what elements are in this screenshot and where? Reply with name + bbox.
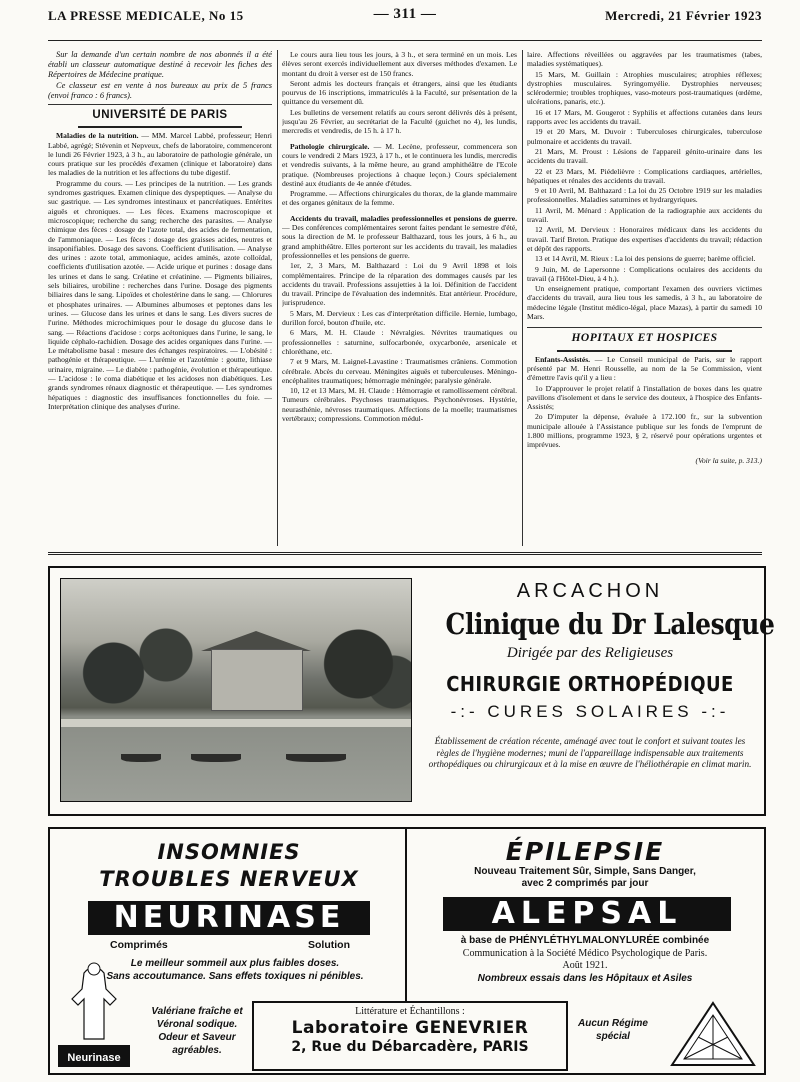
statue-illustration (54, 959, 134, 1069)
paragraph: Seront admis les docteurs français et étrangers, ainsi que les étudiants pourvus de 16 inscriptions, immatriculés à la Faculté, sur présentation de la quittance du versement dû. (282, 78, 517, 107)
section-title-universite: UNIVERSITÉ DE PARIS (92, 109, 228, 121)
paragraph: 15 Mars, M. Guillain : Atrophies musculaires; atrophies réflexes; dystrophies musculaires. Syringomyélie. Dystrophies nerveuses; sclérodermie; troubles trophiques, vaso-moteurs post-traumatiques (œdème, ulcérations, panaris, etc.). (527, 69, 762, 107)
journal-title: LA PRESSE MEDICALE, No 15 (48, 8, 244, 23)
ad-direction: Dirigée par des Religieuses (506, 645, 674, 661)
paragraph: Le cours aura lieu tous les jours, à 3 h., et sera terminé en un mois. Les élèves seront exercés individuellement aux diverses méthodes d'examen. Le montant du droit à verser est de 150 francs. (282, 50, 517, 78)
laboratoire-name: Laboratoire GENEVRIER (291, 1018, 529, 1038)
article-heading: Pathologie chirurgicale. (290, 141, 370, 151)
article-heading: Enfants-Assistés. (535, 354, 591, 364)
article-text: — MM. Marcel Labbé, professeur; Henri Labbé, agrégé; Stévenin et Nepveux, chefs de laboratoire, commenceront le lundi 26 Février 1923, à 3 h., au laboratoire de pathologie générale, un cours pratique sur les procédés d'examen (clinique et laboratoire) dans les maladies de la nutrition et les affections du tube digestif. (48, 131, 272, 178)
neurinase-brand: NEURINASE (88, 901, 370, 935)
neurinase-composition: Valériane fraîche et Véronal sodique. Odeur et Saveur agréables. (151, 1006, 243, 1056)
paragraph: 11 Avril, M. Ménard : Application de la radiographie aux accidents du travail. (527, 205, 762, 225)
article-maladies (48, 131, 272, 177)
continued-link: (Voir la suite, p. 313.) (695, 455, 762, 465)
paragraph: Programme. — Affections chirurgicales du thorax, de la glande mammaire et des organes génitaux de la femme. (282, 189, 517, 208)
form-solution: Solution (308, 939, 350, 951)
article-text: — Des conférences complémentaires seront faites pendant le semestre d'été, sous la direction de M. le professeur Balthazard, tous les jours, à 6 h., au grand amphithéâtre. Elles porteront sur les accidents du travail, les maladies professionnelles et les pensions de guerre. (282, 223, 517, 260)
triangle-logo-icon (670, 1001, 756, 1069)
column-rule (277, 50, 278, 546)
page-number: — 311 — (373, 6, 437, 22)
article-accidents (282, 214, 517, 260)
divider (527, 327, 762, 328)
paragraph: Un enseignement pratique, comportant l'examen des ouvriers victimes d'accidents du travail, aura lieu tous les samedis, à 3 h., au laboratoire de médecine légale (Institut médico-légal, place Mazas), à partir du samedi 10 Mars. (527, 284, 762, 322)
ad-clinique-arcachon (48, 566, 775, 816)
alepsal-headline (415, 837, 755, 890)
ad-divider (405, 829, 407, 1001)
ad-clinique-text (422, 576, 775, 771)
paragraph: laire. Affections réveillées ou aggravées par les traumatismes (tabes, maladies systématiques). (527, 50, 762, 69)
article-text: — M. Lecène, professeur, commencera son cours le vendredi 2 Mars 1923, à 17 h., et le continuera les lundis, mercredis et vendredis suivants, à la même heure, au grand amphithéâtre de l'Ecole pratique. (Nombreuses projections à chaque leçon.) Cours spécialement destiné aux étudiants de 4e année d'études. (282, 141, 517, 188)
communication: Communication à la Société Médico Psychologique de Paris. (462, 947, 708, 959)
ads-separator (48, 552, 762, 555)
laboratoire-address: 2, Rue du Débarcadère, PARIS (291, 1039, 529, 1055)
headline-line: TROUBLES NERVEUX (99, 867, 359, 891)
no-diet-note: Aucun Régime spécial (577, 1018, 648, 1042)
column-3 (527, 50, 762, 550)
ad-clinic-name: Clinique du Dr Lalesque (445, 607, 775, 641)
ad-specialty: CHIRURGIE ORTHOPÉDIQUE (446, 672, 734, 696)
paragraph: 6 Mars, M. H. Claude : Névralgies. Névrites traumatiques ou professionnelles : saturnine, sulfocarbonée, oxycarbonée, arsenicale et chloréthane, etc. (282, 328, 517, 356)
paragraph: 1o D'approuver le projet relatif à l'installation de boxes dans les quatre pavillons d'isolement et dans le service des douteux, à l'hospice des Enfants-Assistés; (527, 383, 762, 412)
neurinase-headline (60, 839, 398, 893)
paragraph: 22 et 23 Mars, M. Piédelièvre : Complications cardiaques, artérielles, hépatiques et rénales des accidents du travail. (527, 166, 762, 185)
paragraph: 7 et 9 Mars, M. Laignel-Lavastine : Traumatismes crâniens. Commotion cérébrale. Abcès du cerveau. Méningites aiguës et tuberculeuses. Méningo-encéphalites traumatiques; hémorragie méningée; paralysie générale. (282, 357, 517, 385)
laboratoire-box (252, 1001, 568, 1071)
alepsal-brand: ALEPSAL (443, 897, 731, 931)
article-heading: Maladies de la nutrition. (56, 131, 139, 141)
subline: Nouveau Traitement Sûr, Simple, Sans Danger, (474, 866, 696, 877)
paragraph: 1er, 2, 3 Mars, M. Balthazard : Loi du 9 Avril 1898 et lois complémentaires. Principe de la réparation des dommages causés par les accidents du travail. Professions assujetties à la loi. Définition de l'accident du travail. Principe de l'évaluation des indemnités. Etat antérieur. Procédure, jurisprudence. (282, 261, 517, 308)
ad-laboratoire-genevrier (48, 827, 766, 1075)
paragraph: 21 Mars, M. Proust : Lésions de l'appareil génito-urinaire dans les accidents du travail. (527, 146, 762, 166)
ad-cures: -:- CURES SOLAIRES -:- (450, 702, 730, 721)
paragraph: 2o D'imputer la dépense, évaluée à 172.100 fr., sur la subvention municipale allouée à l'Assistance publique sur les fonds de l'emprunt de 1.800 millions, programme 1923, § 2, réservé pour opérations urgentes et imprévues. (527, 412, 762, 450)
classeur-notice: Sur la demande d'un certain nombre de nos abonnés il a été établi un classeur automatique destiné à recevoir les fiches des Répertoires de Médecine pratique. (48, 50, 272, 79)
article-enfants (527, 355, 762, 383)
paragraph: 10, 12 et 13 Mars, M. H. Claude : Hémorragie et ramollissement cérébral. Tumeurs cérébrales. Psychoses traumatiques. Psychonévroses. Hystérie, neurasthénie, névroses traumatiques. Affections de la moelle; traumatismes vertébraux; compressions. Commotion médul- (282, 386, 517, 423)
trials-note: Nombreux essais dans les Hôpitaux et Asiles (477, 972, 693, 984)
paragraph: 19 et 20 Mars, M. Duvoir : Tuberculoses chirurgicales, tuberculose pulmonaire et accidents du travail. (527, 127, 762, 146)
form-comprimes: Comprimés (110, 939, 168, 951)
paragraph: 5 Mars, M. Dervieux : Les cas d'interprétation difficile. Hernie, lumbago, durillon forcé, bouton d'huile, etc. (282, 308, 517, 328)
header-rule (48, 40, 762, 41)
claim-line: Le meilleur sommeil aux plus faibles doses. (130, 958, 340, 969)
column-2 (282, 50, 517, 550)
section-title-hopitaux: HOPITAUX ET HOSPICES (571, 332, 718, 345)
paragraph: 16 et 17 Mars, M. Gougerot : Syphilis et affections cutanées dans leurs rapports avec les accidents du travail. (527, 107, 762, 127)
paragraph: 12 Avril, M. Dervieux : Honoraires médicaux dans les accidents du travail. Tarif Breton. Pratique des expertises d'accidents du travail; rédaction et dépôt des rapports. (527, 225, 762, 253)
paragraph: Les bulletins de versement relatifs au cours seront délivrés dès à présent, jusqu'au 26 Février, au secrétariat de la Faculté (guichet no 4), les lundis, mercredis et vendredis, de 15 h. à 17 h. (282, 107, 517, 136)
divider (48, 104, 272, 105)
article-text: — Le Conseil municipal de Paris, sur le rapport présenté par M. Henri Rousselle, au nom de la 5e Commission, vient d'émettre l'avis qu'il y a lieu : (527, 354, 762, 383)
classeur-price: Ce classeur est en vente à nos bureaux au prix de 5 francs (envoi franco : 6 francs). (48, 81, 272, 100)
issue-date: Mercredi, 21 Février 1923 (605, 8, 762, 23)
alepsal-description (415, 935, 755, 985)
paragraph: 13 et 14 Avril, M. Rieux : La loi des pensions de guerre; barème officiel. (535, 254, 756, 264)
article-heading: Accidents du travail, maladies professionnelles et pensions de guerre. (290, 213, 517, 223)
headline-line: INSOMNIES (157, 840, 301, 864)
article-programme: Programme du cours. — Les principes de la nutrition. — Les grands syndromes gastriques. Examen clinique des dyspeptiques. — Analyse du suc gastrique. — Les syndromes intestinaux et pancréatiques. Entérites aiguës et chroniques. — Les fèces. Examens macroscopique et microscopique; recherche du sang; recherche des parasites. — Analyse chimique des fèces : dosage de l'azote total, des acides de fermentation, de l'ammoniaque. — Les fèces : dosage des graisses acides, neutres et insaponifiables. Dosage des savons. Coefficient d'utilisation. — Analyse des urines : azote total, ammoniaque, acides aminés, azote colloïdal, coefficients d'utilisation azotée. — Acide urique et purines : dosage dans les urines et dans le sang. Créatine et créatinine. — Pigments biliaires, sels biliaires, urobiline : recherches dans l'urine. Dosage des pigments biliaires dans le sang. Lipoïdes et cholestérine dans le sang. — Chlorures et phosphates urinaires. — Albumines albumoses et peptones dans les urines. — Glucose dans les urines et dans le sang. Les divers sucres de l'urine. Méthodes microchimiques pour le dosage du glucose dans le sang. — Réactions d'acidose : corps acétoniques dans l'urine, le sang, le liquide céphalo-rachidien. Dosage des acides organiques dans l'urine. — Le métabolisme basal : mesure des échanges respiratoires. — L'obésité : pathogénie et thérapeutique. — L'urémie et l'azotémie : goutte, lithiase urinaire, migraine. — Le diabète : pathogénie, évolution et thérapeutique. — L'acidose : le coma diabétique et les acidoses non diabétiques. Les grands syndromes rénaux diagnostic et thérapeutique. — Les syndromes hépatiques : diagnostic des insuffisances fonctionnelles du foie. — Interprétation clinique des analyses d'urine. (48, 178, 272, 411)
samples-line: Littérature et Échantillons : (355, 1006, 465, 1017)
composition: à base de PHÉNYLÉTHYLMALONYLURÉE combinée (460, 935, 710, 946)
statue-label: Neurinase (67, 1052, 121, 1064)
headline-line: ÉPILEPSIE (505, 837, 665, 866)
divider (78, 126, 242, 128)
paragraph: 9 Juin, M. de Lapersonne : Complications oculaires des accidents du travail (à l'Hôtel-Dieu, à 4 h.). (527, 264, 762, 283)
claim-line: Sans accoutumance. Sans effets toxiques ni pénibles. (106, 971, 364, 982)
clinic-photo (60, 578, 412, 802)
article-pathologie (282, 142, 517, 188)
page-header (48, 8, 762, 30)
communication-date: Août 1921. (562, 960, 608, 971)
ad-description: Établissement de création récente, aménagé avec tout le confort et suivant toutes les règles de l'hygiène modernes; muni de l'appareillage indispensable aux traitements orthopédiques ou chirurgicaux et à la mise en œuvre de l'héliothérapie en climat marin. (428, 736, 752, 769)
paragraph: 9 et 10 Avril, M. Balthazard : La loi du 25 Octobre 1919 sur les maladies professionnelles. Maladies saturnines et hydrargyriques. (527, 186, 762, 205)
subline: avec 2 comprimés par jour (521, 878, 649, 889)
ad-town: ARCACHON (516, 580, 664, 602)
column-1 (48, 50, 272, 550)
divider (557, 350, 732, 352)
column-rule (522, 50, 523, 546)
